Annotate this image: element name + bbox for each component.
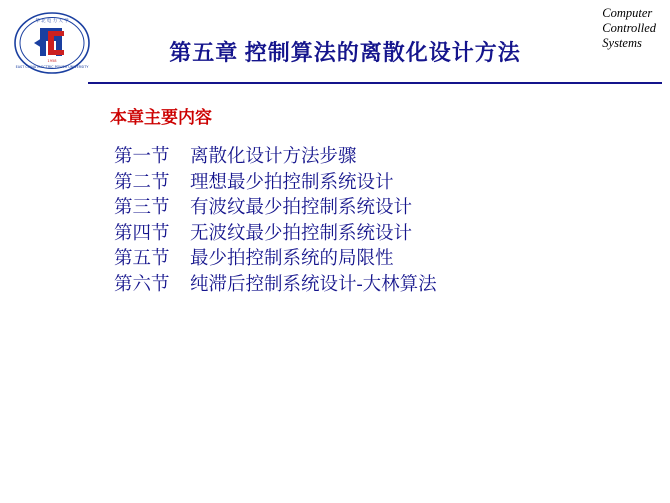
corner-line-1: Computer	[602, 6, 653, 20]
page-title: 第五章 控制算法的离散化设计方法	[169, 40, 521, 65]
list-item	[114, 222, 634, 248]
toc-item-label: 最少拍控制系统的局限性	[190, 249, 394, 269]
list-item	[114, 171, 634, 197]
list-item	[114, 145, 634, 171]
toc-item-label: 有波纹最少拍控制系统设计	[190, 198, 413, 218]
toc-item-label: 纯滞后控制系统设计-大林算法	[190, 274, 437, 295]
toc-item-label: 离散化设计方法步骤	[190, 147, 357, 167]
list-item	[114, 273, 634, 299]
table-of-contents	[114, 145, 634, 298]
slide-header	[0, 0, 670, 82]
section-subtitle: 本章主要内容	[110, 108, 212, 127]
svg-text:EAST CHINA ELECTRIC POWER UNIV: EAST CHINA ELECTRIC POWER UNIVERSITY	[15, 65, 89, 69]
university-emblem-logo	[12, 10, 92, 76]
toc-item-label: 无波纹最少拍控制系统设计	[190, 223, 413, 244]
list-item	[114, 196, 634, 222]
toc-item-label: 理想最少拍控制系统设计	[190, 172, 394, 193]
svg-text:1958: 1958	[47, 59, 57, 63]
toc-item-number: 第一节	[114, 147, 170, 167]
list-item	[114, 247, 634, 273]
toc-item-number: 第六节	[114, 274, 170, 295]
corner-subject-text	[602, 6, 656, 51]
svg-text:华 北 电 力 大 学: 华 北 电 力 大 学	[35, 19, 69, 24]
corner-line-3: Systems	[602, 36, 642, 50]
header-divider	[88, 82, 662, 84]
toc-item-number: 第二节	[114, 172, 170, 193]
toc-item-number: 第五节	[114, 249, 170, 269]
toc-item-number: 第四节	[114, 223, 170, 244]
toc-item-number: 第三节	[114, 198, 170, 218]
corner-line-2: Controlled	[602, 21, 656, 35]
